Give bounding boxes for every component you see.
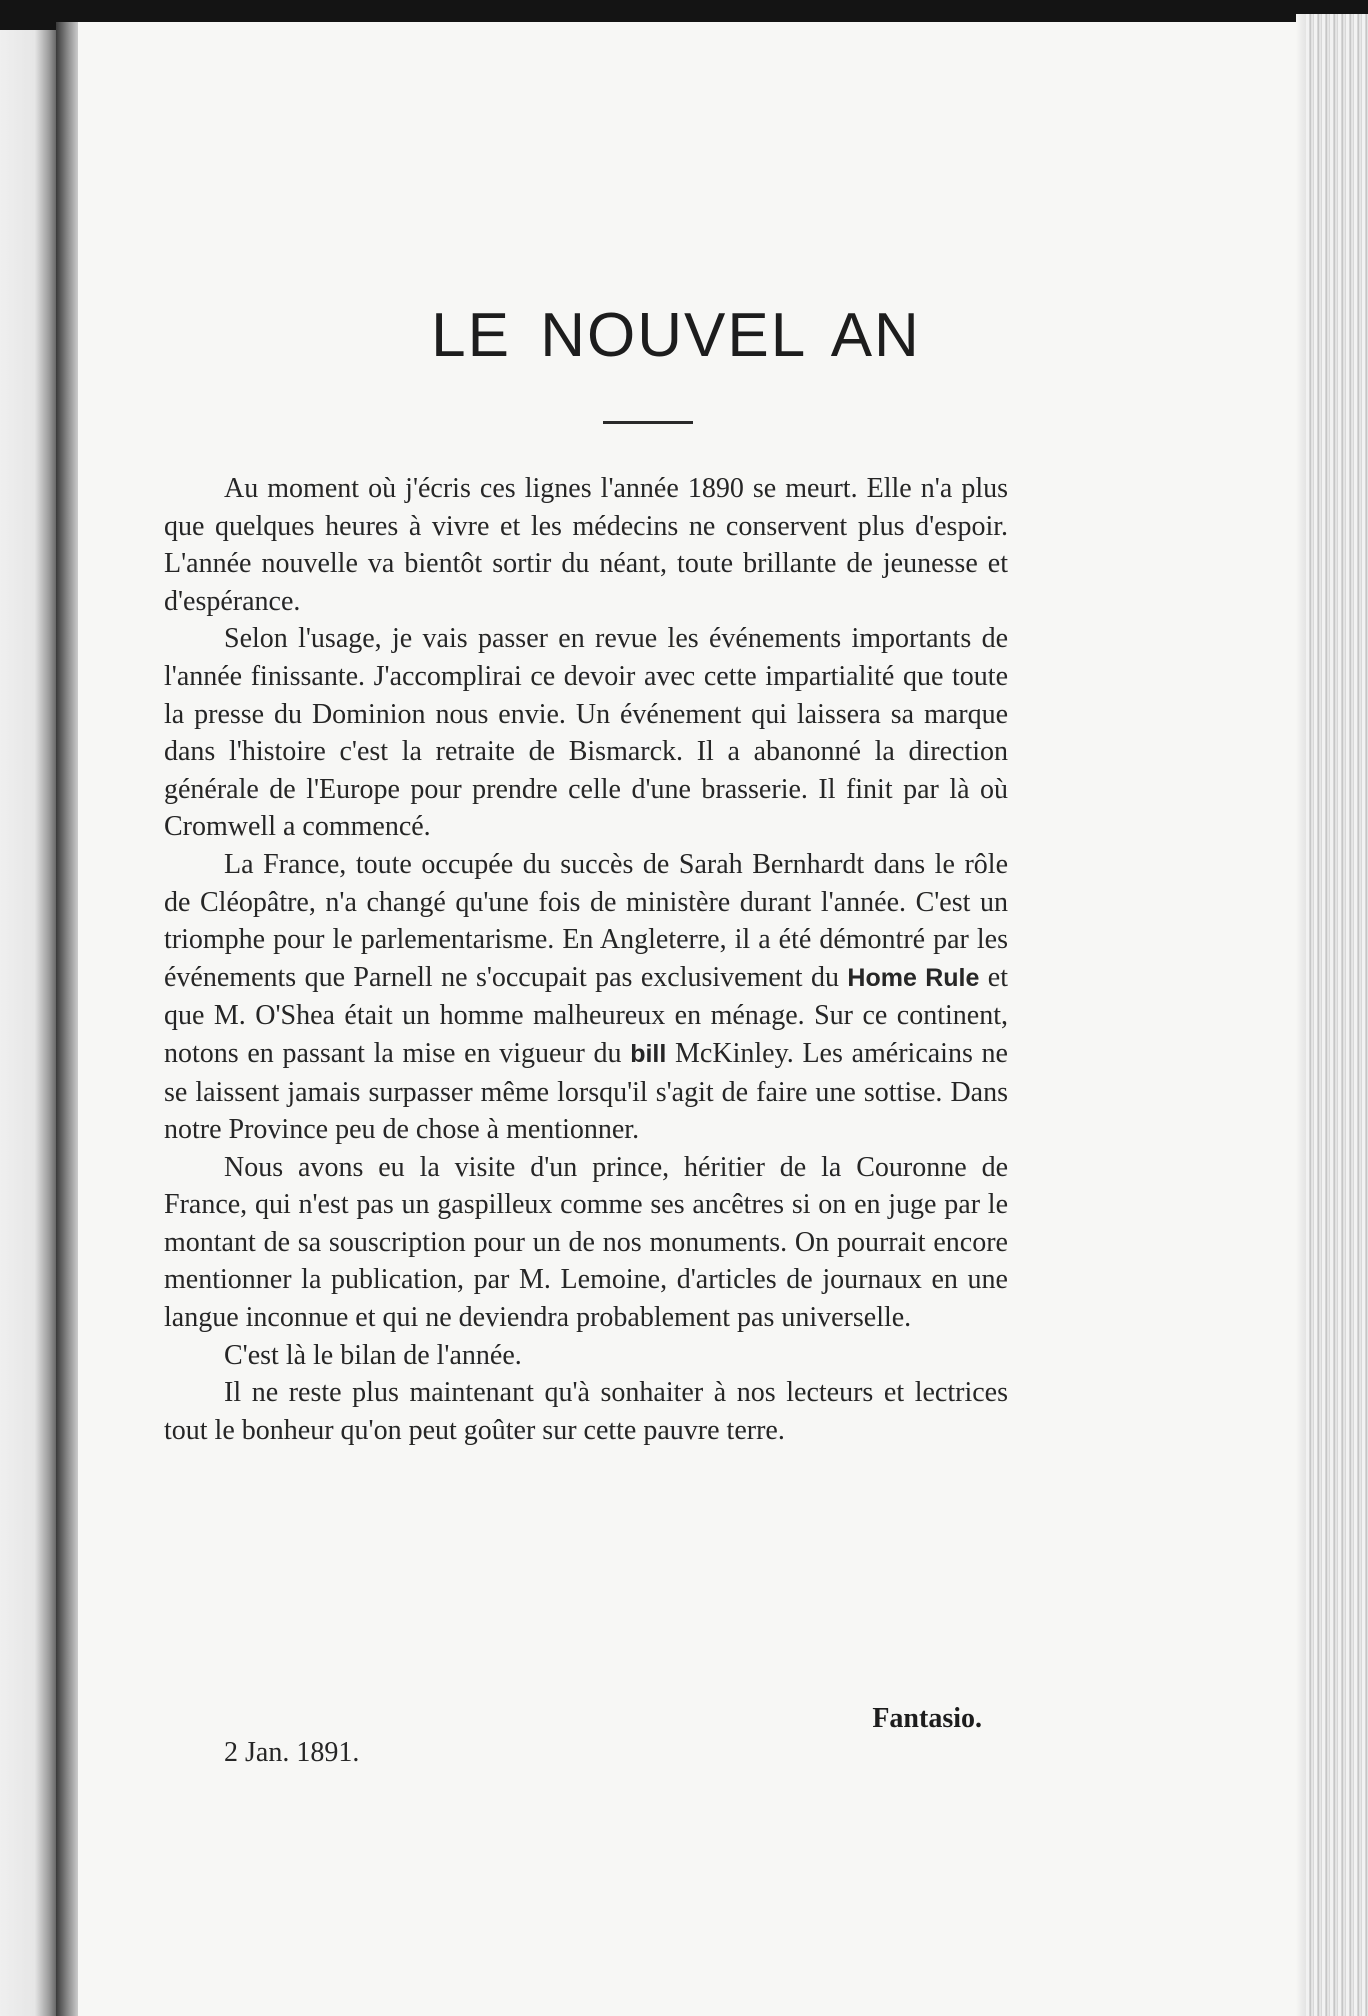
- paragraph-text: Selon l'usage, je vais passer en revue les événements importants de l'année finissante. J'accomplirai ce devoir avec cette impartialité que toute la presse du Dominion nous envie. Un événement qui laissera sa marque dans l'histoire c'est la retraite de Bismarck. Il a abanonné la direction générale de l'Europe pour prendre celle d'une brasserie. Il finit par là où Cromwell a commencé.: [164, 623, 1008, 843]
- paragraph-text: Nous avons eu la visite d'un prince, héritier de la Couronne de France, qui n'est pas un gaspilleux comme ses ancêtres si on en juge par le montant de sa souscription pour un de nos monuments. On pourrait encore mentionner la publication, par M. Lemoine, d'articles de journaux en une langue inconnue et qui ne deviendra probablement pas universelle.: [164, 1151, 1008, 1334]
- author-signature: Fantasio.: [872, 1703, 982, 1734]
- paragraph-text: Il ne reste plus maintenant qu'à sonhaiter à nos lecteurs et lectrices tout le bonheur qu'on peut goûter sur cette pauvre terre.: [164, 1377, 1008, 1446]
- emphasized-text: bill: [630, 1039, 667, 1068]
- title-divider: [603, 421, 693, 424]
- paragraph-text: Au moment où j'écris ces lignes l'année 1890 se meurt. Elle n'a plus que quelques heures à vivre et les médecins ne conservent plus d'espoir. L'année nouvelle va bientôt sortir du néant, toute brillante de jeunesse et d'espérance.: [164, 473, 1008, 617]
- article-paragraph: [164, 1149, 1008, 1337]
- paragraph-text: La France, toute occupée du succès de Sarah Bernhardt dans le rôle de Cléopâtre, n'a changé qu'une fois de ministère durant l'année. C'est un triomphe pour le parlementarisme. En Angleterre, il a été démontré par les événements que Parnell ne s'occupait pas exclusivement du: [164, 848, 1008, 993]
- paragraph-text: C'est là le bilan de l'année.: [224, 1339, 522, 1371]
- article-paragraph: [164, 1337, 1008, 1375]
- book-page: [78, 22, 1310, 2016]
- article-paragraph: [164, 846, 1008, 1149]
- book-gutter: [56, 22, 80, 2016]
- article-body: [164, 470, 1008, 1449]
- left-page-edge: [0, 30, 58, 2016]
- article-paragraph: [164, 620, 1008, 846]
- article-date: 2 Jan. 1891.: [224, 1737, 360, 1768]
- article-title: LE NOUVEL AN: [431, 301, 921, 370]
- article-paragraph: [164, 470, 1008, 620]
- emphasized-text: Home Rule: [847, 963, 980, 992]
- page-stack-edge: [1306, 14, 1368, 2016]
- paragraph-text: et que M. O'Shea était un homme malheureux en ménage. Sur ce continent, notons en passant la mise en vigueur du: [164, 961, 1008, 1069]
- article-paragraph: [164, 1374, 1008, 1449]
- paragraph-text: McKinley. Les américains ne se laissent jamais surpasser même lorsqu'il s'agit de faire une sottise. Dans notre Province peu de chose à mentionner.: [164, 1037, 1008, 1146]
